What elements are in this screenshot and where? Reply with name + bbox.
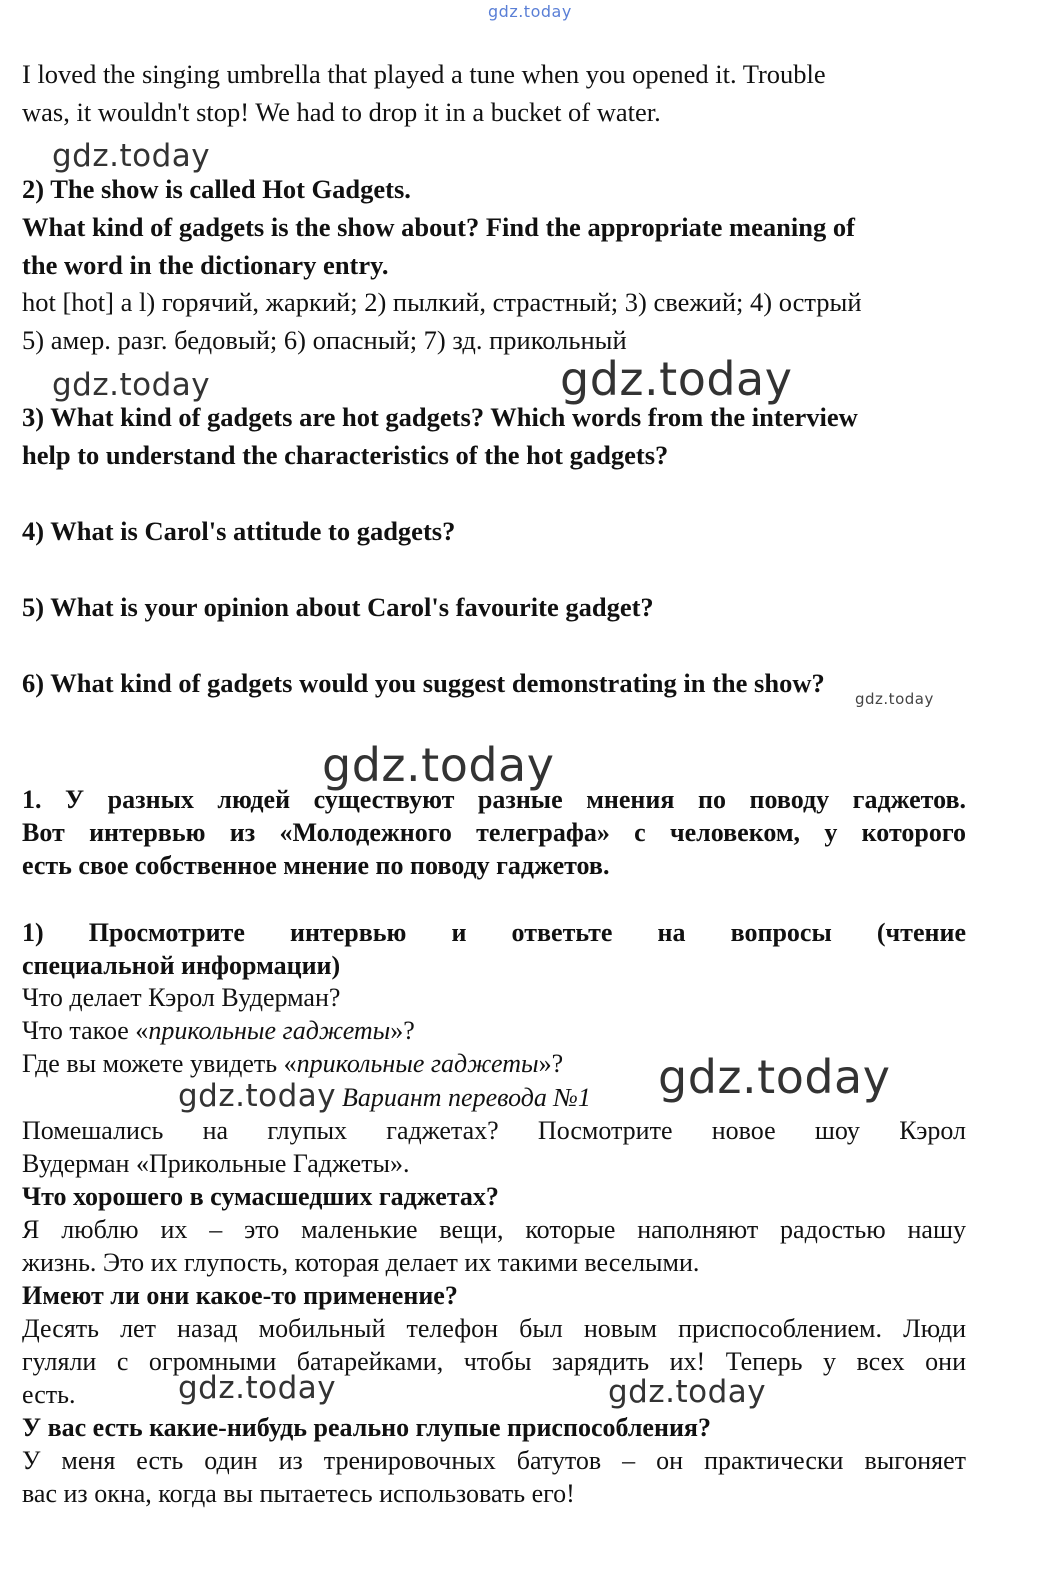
question-line: Что делает Кэрол Вудерман?	[22, 983, 341, 1012]
watermark-top: gdz.today	[488, 2, 572, 21]
task-1-line: есть свое собственное мнение по поводу гаджетов.	[22, 851, 610, 880]
interview-question: У вас есть какие-нибудь реально глупые приспособления?	[22, 1413, 711, 1442]
translation-line: Вудерман «Прикольные Гаджеты».	[22, 1149, 410, 1178]
task-1-heading: 1. У разных людей существуют разные мнения по поводу гаджетов.	[22, 785, 966, 814]
translation-line: гуляли с огромными батарейками, чтобы зарядить их! Теперь у всех они	[22, 1347, 966, 1376]
paragraph-line: I loved the singing umbrella that played a tune when you opened it. Trouble	[22, 59, 826, 89]
question-text: »?	[538, 1049, 564, 1078]
watermark: gdz.today	[52, 138, 211, 174]
question-3: 3) What kind of gadgets are hot gadgets? Which words from the interview	[22, 402, 858, 432]
question-4: 4) What is Carol's attitude to gadgets?	[22, 516, 456, 546]
watermark: gdz.today	[322, 738, 555, 792]
question-line	[22, 1014, 415, 1048]
question-2-line: the word in the dictionary entry.	[22, 250, 389, 280]
task-1-line: Вот интервью из «Молодежного телеграфа» с человеком, у которого	[22, 818, 966, 847]
dictionary-entry: hot [hot] a l) горячий, жаркий; 2) пылкий, страстный; 3) свежий; 4) острый	[22, 287, 862, 317]
translation-line: вас из окна, когда вы пытаетесь использовать его!	[22, 1479, 575, 1508]
watermark: gdz.today	[560, 352, 793, 406]
question-3-line: help to understand the characteristics of the hot gadgets?	[22, 440, 669, 470]
question-italic: прикольные гаджеты	[148, 1016, 391, 1045]
dictionary-entry: 5) амер. разг. бедовый; 6) опасный; 7) зд. прикольный	[22, 325, 627, 355]
question-2-line: What kind of gadgets is the show about? Find the appropriate meaning of	[22, 212, 855, 242]
subtask-1-line: специальной информации)	[22, 951, 341, 980]
translation-line: Помешались на глупых гаджетах? Посмотрите новое шоу Кэрол	[22, 1116, 966, 1145]
translation-variant-label: Вариант перевода №1	[342, 1083, 591, 1112]
translation-line: Я люблю их – это маленькие вещи, которые наполняют радостью нашу	[22, 1215, 966, 1244]
question-text: Где вы можете увидеть «	[22, 1049, 297, 1078]
subtask-1-heading: 1) Просмотрите интервью и ответьте на вопросы (чтение	[22, 918, 966, 947]
watermark: gdz.today	[658, 1050, 891, 1104]
question-italic: прикольные гаджеты	[296, 1049, 539, 1078]
translation-line: Десять лет назад мобильный телефон был новым приспособлением. Люди	[22, 1314, 966, 1343]
interview-question: Имеют ли они какое-то применение?	[22, 1281, 458, 1310]
watermark: gdz.today	[52, 367, 211, 403]
question-text: Что такое «	[22, 1016, 149, 1045]
translation-line: У меня есть один из тренировочных батутов – он практически выгоняет	[22, 1446, 966, 1475]
watermark: gdz.today	[178, 1370, 337, 1406]
translation-line: жизнь. Это их глупость, которая делает их такими веселыми.	[22, 1248, 700, 1277]
interview-question: Что хорошего в сумасшедших гаджетах?	[22, 1182, 499, 1211]
question-line	[22, 1047, 563, 1081]
question-5: 5) What is your opinion about Carol's favourite gadget?	[22, 592, 654, 622]
question-6: 6) What kind of gadgets would you suggest demonstrating in the show?	[22, 668, 825, 698]
watermark: gdz.today	[608, 1374, 767, 1410]
watermark: gdz.today	[855, 690, 934, 708]
translation-line: есть.	[22, 1380, 76, 1409]
paragraph-line: was, it wouldn't stop! We had to drop it in a bucket of water.	[22, 97, 661, 127]
question-text: »?	[390, 1016, 415, 1045]
question-2-heading: 2) The show is called Hot Gadgets.	[22, 174, 411, 204]
watermark: gdz.today	[178, 1078, 337, 1114]
